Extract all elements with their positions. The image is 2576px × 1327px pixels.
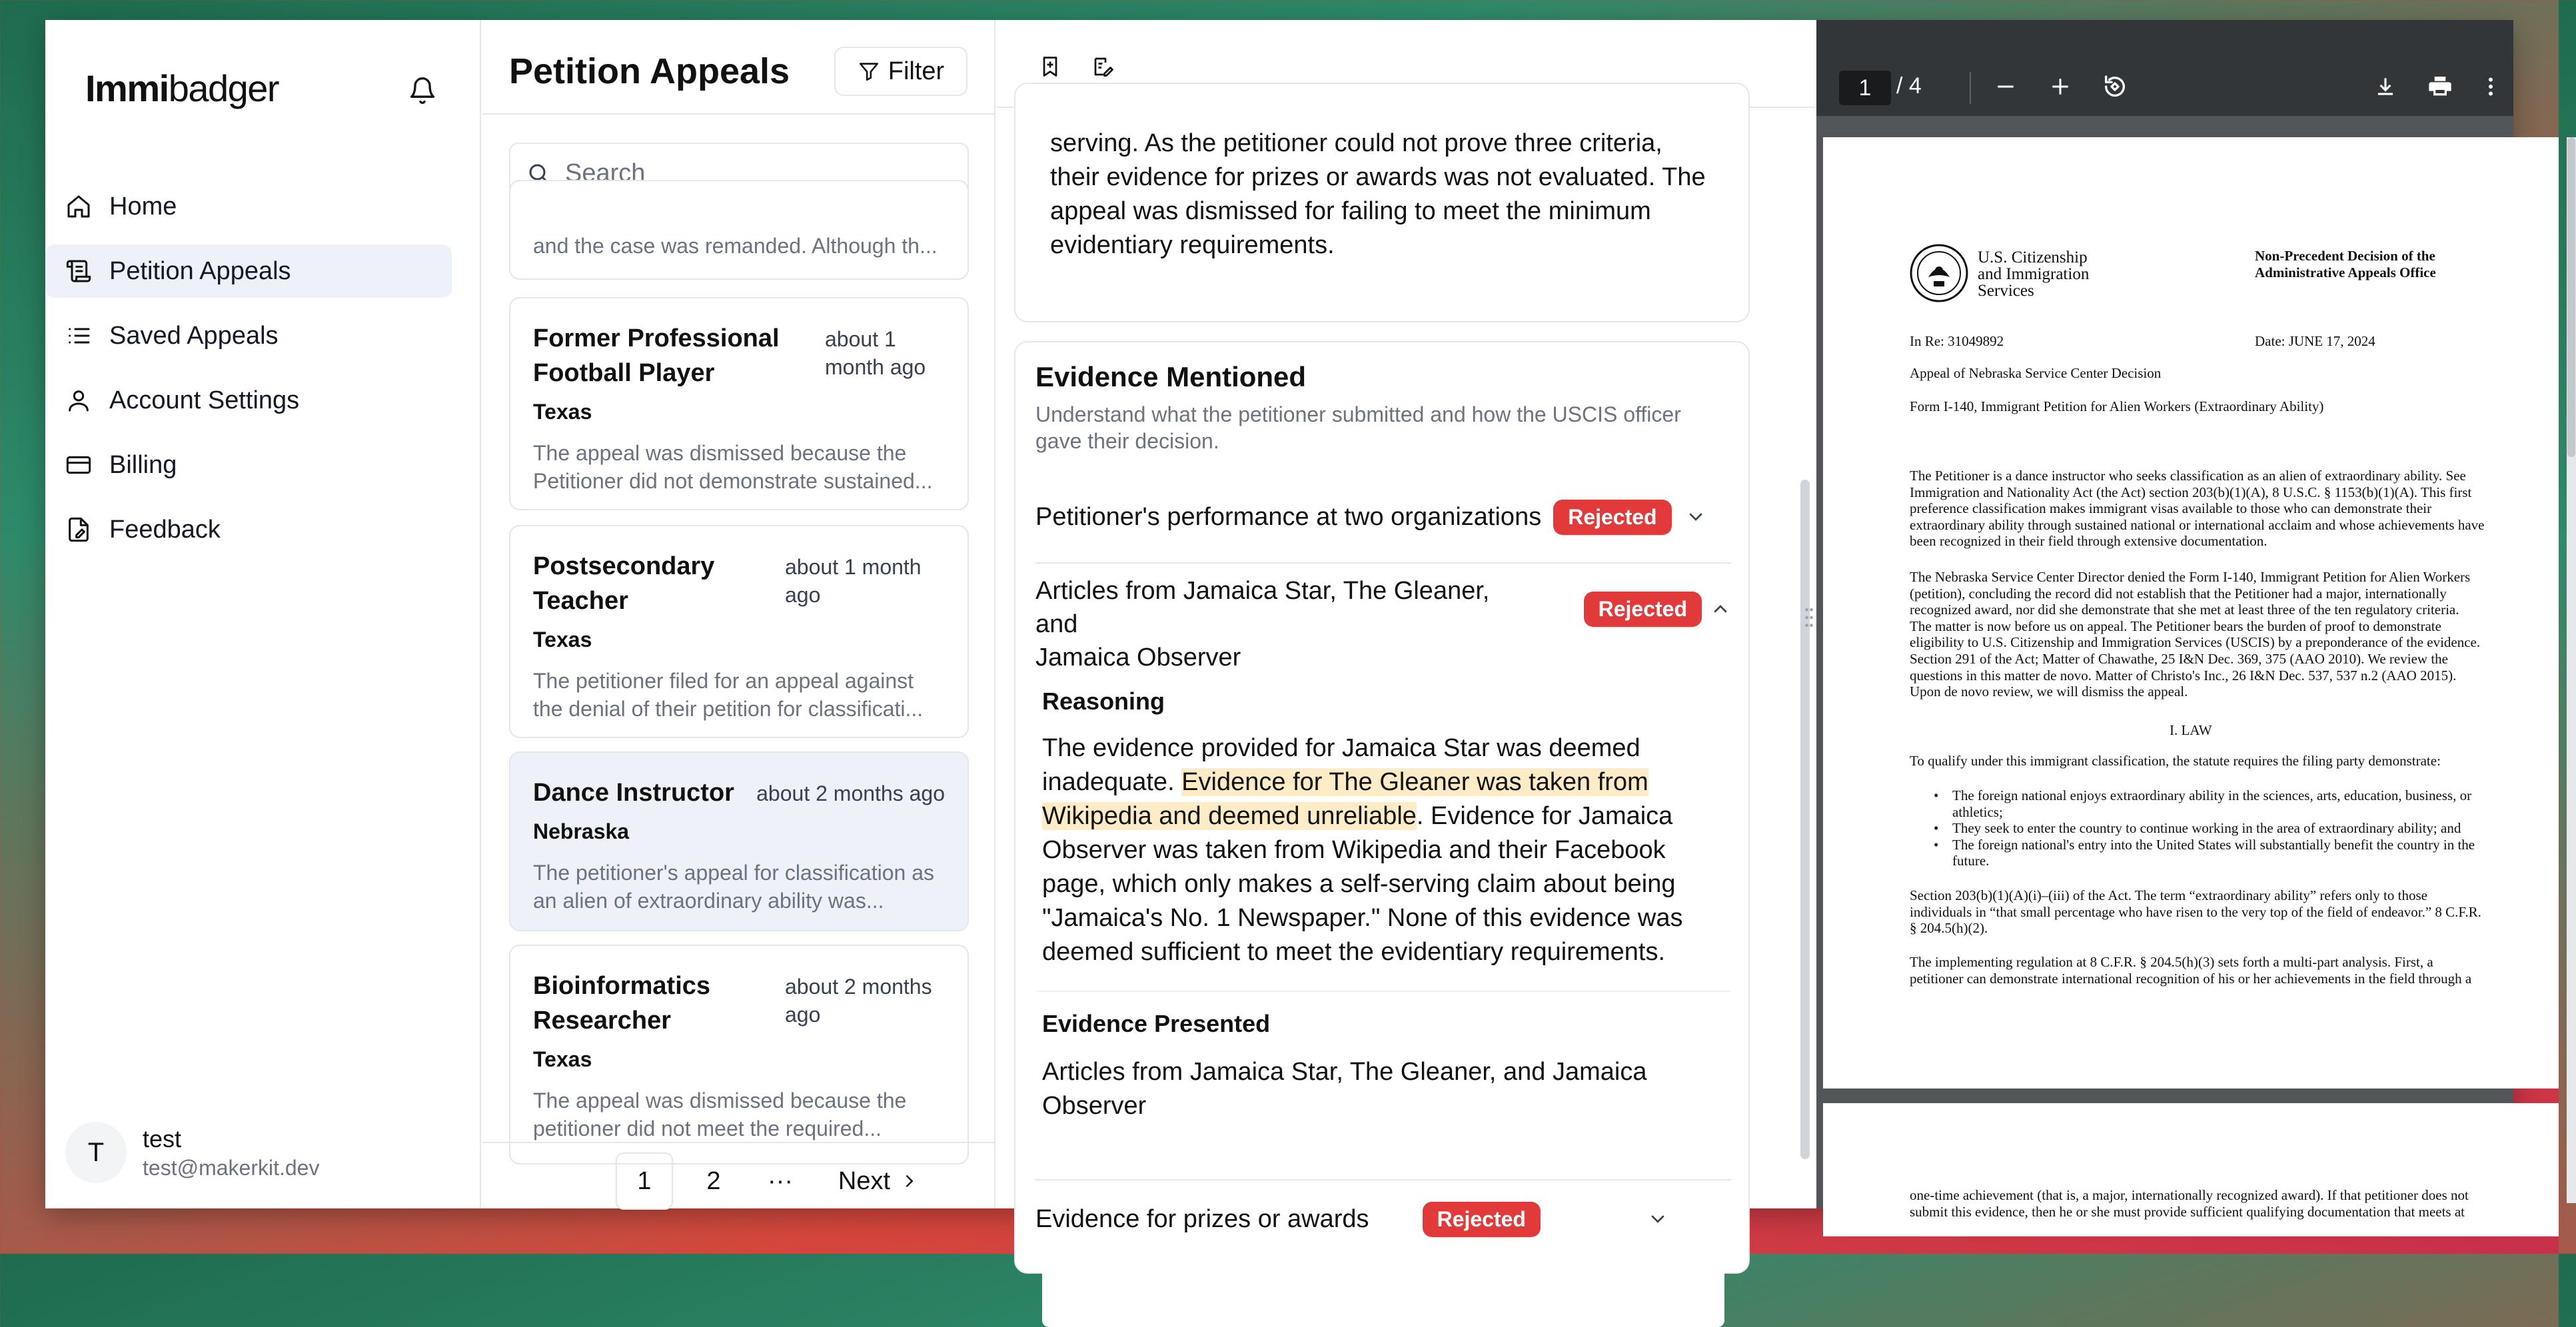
chevron-right-icon (900, 1171, 920, 1191)
more-vertical-icon[interactable] (2471, 67, 2511, 107)
notifications-bell-icon[interactable] (404, 72, 441, 109)
divider (482, 113, 995, 115)
sidebar-item-label: Petition Appeals (109, 256, 291, 285)
doc-line: extraordinary ability through sustained national or international acclaim and whose achievements have (1910, 516, 2485, 533)
doc-line: The matter is now before us on appeal. The Petitioner bears the burden of proof to demonstrate (1910, 618, 2441, 634)
pdf-viewer (1816, 20, 2513, 1220)
appeal-detail-panel (997, 20, 1815, 1233)
reasoning-line: deemed sufficient to meet the evidentiary requirements. (1042, 938, 1666, 966)
doc-line: They seek to enter the country to continue working in the area of extraordinary ability; and (1952, 820, 2461, 837)
card-title: Dance Instructor (533, 779, 734, 807)
reasoning-fragment: . Evidence for Jamaica (1416, 802, 1673, 830)
doc-line: petitioner can demonstrate international recognition of his or her achievements in the field through a (1910, 970, 2472, 987)
sidebar-item-label: Home (109, 192, 177, 221)
doc-line: eligibility to U.S. Citizenship and Immigration Services (USCIS) by a preponderance of the evidence. (1910, 634, 2481, 651)
zoom-out-icon[interactable] (1986, 67, 2026, 107)
reasoning-line: "Jamaica's No. 1 Newspaper." None of this evidence was (1042, 904, 1683, 932)
presented-line: Observer (1042, 1092, 1147, 1120)
evidence-item-label (1035, 574, 1537, 674)
paragraph-1 (1910, 468, 2496, 550)
page-2-button[interactable]: 2 (706, 1166, 721, 1195)
reasoning-line: The evidence provided for Jamaica Star was deemed (1042, 734, 1640, 762)
user-icon (65, 387, 92, 414)
evidence-item-performance[interactable] (1035, 497, 1731, 537)
list-item[interactable] (509, 945, 969, 1164)
chevron-up-icon (1710, 598, 1731, 620)
pagination-ellipsis: ··· (768, 1166, 793, 1195)
doc-line: questions in this matter de novo. Matter of Christo's Inc., 26 I&N Dec. 537, 537 n.2 (AAO 2015). (1910, 667, 2457, 683)
decision-line: Non-Precedent Decision of the (2255, 248, 2435, 264)
pdf-page-1[interactable] (1823, 137, 2559, 1089)
list-icon (65, 322, 92, 349)
paragraph-4 (1910, 954, 2496, 987)
bullet-icon: • (1934, 836, 1939, 853)
filter-button[interactable] (834, 47, 967, 96)
appeals-list-panel (482, 20, 995, 1208)
doc-line: The implementing regulation at 8 C.F.R. § 204.5(h)(3) sets forth a multi-part analysis. First, a (1910, 954, 2433, 970)
list-item[interactable] (509, 297, 969, 510)
list-item (1934, 787, 2493, 820)
zoom-in-icon[interactable] (2040, 67, 2080, 107)
summary-text (1015, 84, 1748, 262)
summary-line: their evidence for prizes or awards was not evaluated. The (1050, 163, 1706, 191)
pdf-toolbar (1816, 20, 2513, 116)
decision-line: Administrative Appeals Office (2255, 264, 2436, 280)
sidebar-item-home[interactable] (45, 180, 452, 233)
card-time: about 1 month ago (825, 327, 926, 379)
scroll-icon (65, 258, 92, 284)
brand-wordmark-text (85, 67, 279, 110)
sidebar-item-billing[interactable] (45, 438, 452, 492)
credit-card-icon (65, 452, 92, 478)
status-badge: Rejected (1553, 500, 1671, 535)
card-time: about 1 month ago (785, 555, 922, 607)
next-label: Next (838, 1166, 891, 1195)
resize-handle-icon[interactable] (1804, 606, 1814, 633)
card-description: The petitioner's appeal for classification as an alien of extraordinary ability was... (533, 861, 934, 913)
sidebar-item-saved-appeals[interactable] (45, 309, 452, 362)
decision-type (2255, 248, 2436, 281)
sidebar (45, 20, 481, 1208)
paragraph-5 (1910, 1187, 2496, 1220)
user-email: test@makerkit.dev (143, 1155, 320, 1180)
doc-line: Immigration and Nationality Act (the Act) section 203(b)(1)(A), 8 U.S.C. § 1153(b)(1)(A). This first (1910, 484, 2472, 500)
evidence-item-label-line: Articles from Jamaica Star, The Gleaner, and (1035, 577, 1490, 638)
appeal-line: Appeal of Nebraska Service Center Decision (1910, 365, 2162, 381)
user-name: test (143, 1124, 182, 1152)
list-item-selected[interactable] (509, 751, 969, 931)
card-state: Nebraska (533, 819, 630, 843)
card-state: Texas (533, 400, 592, 424)
reasoning-title: Reasoning (1042, 687, 1165, 715)
evidence-subtitle-line: gave their decision. (1035, 429, 1219, 453)
evidence-item-articles[interactable] (1035, 577, 1731, 671)
download-icon[interactable] (2365, 67, 2405, 107)
decision-date: Date: JUNE 17, 2024 (2255, 333, 2375, 349)
avatar: T (65, 1122, 127, 1183)
user-profile[interactable] (59, 1112, 458, 1192)
doc-line: one-time achievement (that is, a major, internationally recognized award). If that petitioner does not (1910, 1187, 2469, 1203)
card-state: Texas (533, 1047, 592, 1071)
file-edit-icon (65, 516, 92, 543)
app-window (45, 20, 2513, 1233)
presented-line: Articles from Jamaica Star, The Gleaner, and Jamaica (1042, 1058, 1647, 1086)
dhs-seal-icon (1910, 244, 1968, 302)
agency-line: Services (1978, 282, 2034, 300)
card-title: Former Professional Football Player (533, 324, 780, 387)
presented-text (1042, 1055, 1708, 1123)
law-intro: To qualify under this immigrant classification, the statute requires the filing party demonstrate: (1910, 753, 2441, 769)
next-page-button[interactable] (829, 1152, 929, 1210)
summary-card (1014, 83, 1750, 322)
card-title: Bioinformatics Researcher (533, 972, 711, 1035)
bullet-icon: • (1934, 787, 1939, 803)
card-description: The appeal was dismissed because the petitioner did not meet the required... (533, 1089, 907, 1140)
paragraph-3 (1910, 887, 2496, 937)
highlighted-text: Evidence for The Gleaner was taken from (1181, 768, 1648, 796)
card-description: The appeal was dismissed because the Petitioner did not demonstrate sustained... (533, 441, 933, 493)
brand-part-immi: Immi (85, 67, 169, 109)
card-description: and the case was remanded. Although th... (533, 234, 938, 258)
sidebar-item-account-settings[interactable] (45, 374, 452, 427)
card-state: Texas (533, 628, 592, 652)
doc-line: The Petitioner is a dance instructor who seeks classification as an alien of extraordinary ability. See (1910, 468, 2466, 484)
doc-line: Upon de novo review, we will dismiss the appeal. (1910, 683, 2188, 700)
reasoning-line: Observer was taken from Wikipedia and their Facebook (1042, 836, 1666, 864)
paragraph-2 (1910, 569, 2496, 700)
divider (1035, 1179, 1731, 1180)
doc-line: The foreign national's entry into the United States will substantially benefit the country in the (1952, 836, 2475, 853)
sidebar-item-label: Billing (109, 450, 177, 479)
page-number-input[interactable]: 1 (1839, 71, 1891, 105)
doc-line: (petition), concluding the record did not establish that the Petitioner had a major, internationally (1910, 585, 2447, 602)
status-badge: Rejected (1423, 1202, 1541, 1237)
appeals-list[interactable] (482, 220, 995, 1142)
card-title: Postsecondary Teacher (533, 552, 715, 615)
case-number: In Re: 31049892 (1910, 333, 2004, 349)
divider (1035, 991, 1731, 992)
list-item (1934, 837, 2493, 869)
presented-title: Evidence Presented (1042, 1010, 1271, 1037)
chevron-down-icon (1685, 506, 1706, 528)
agency-line: U.S. Citizenship (1978, 248, 2088, 266)
sidebar-item-feedback[interactable] (45, 503, 452, 556)
doc-line: individuals in “that small percentage who have risen to the very top of the field of endeavor.” 8 C.F.R. (1910, 903, 2481, 920)
card-time: about 2 months ago (756, 781, 945, 805)
doc-line: The foreign national enjoys extraordinary ability in the sciences, arts, education, business, or (1952, 787, 2472, 803)
doc-line: recognized award, nor did she demonstrate that she met at least three of the ten regulatory criteria. (1910, 602, 2459, 618)
filter-icon (858, 60, 880, 83)
immibadger-brand[interactable] (85, 67, 392, 120)
list-item[interactable] (509, 525, 969, 738)
divider (1970, 72, 1971, 104)
doc-line: § 204.5(h)(2). (1910, 920, 1988, 937)
card-description: The petitioner filed for an appeal against the denial of their petition for classificati... (533, 669, 924, 721)
reasoning-line: page, which only makes a self-serving claim about being (1042, 870, 1676, 898)
list-item[interactable] (509, 180, 969, 280)
reasoning-line (1042, 799, 1708, 833)
doc-line: athletics; (1952, 803, 2003, 820)
pdf-page-2[interactable] (1823, 1103, 2559, 1236)
sidebar-item-label: Saved Appeals (109, 321, 279, 350)
pdf-scrollbar-thumb[interactable] (2567, 137, 2575, 457)
evidence-subtitle-line: Understand what the petitioner submitted and how the USCIS officer (1035, 402, 1681, 426)
doc-line: Section 291 of the Act; Matter of Chawathe, 25 I&N Dec. 369, 375 (AAO 2010). We review the (1910, 650, 2448, 667)
evidence-subtitle (1035, 401, 1681, 454)
edit-note-icon[interactable] (1083, 47, 1123, 87)
evidence-item-label: Petitioner's performance at two organizations (1035, 503, 1542, 531)
status-badge: Rejected (1584, 592, 1702, 627)
form-line: Form I-140, Immigrant Petition for Alien Workers (Extraordinary Ability) (1910, 398, 2324, 414)
reasoning-line (1042, 765, 1708, 799)
sidebar-item-label: Feedback (109, 515, 221, 544)
evidence-item-prizes[interactable] (1035, 1199, 1731, 1239)
detail-content[interactable] (997, 109, 1815, 1233)
summary-line: appeal was dismissed for failing to meet the minimum (1050, 197, 1651, 225)
summary-line: serving. As the petitioner could not prove three criteria, (1050, 129, 1662, 157)
page-1-button[interactable]: 1 (616, 1152, 673, 1210)
pdf-scrollbar-track[interactable] (2567, 137, 2576, 1203)
page-title: Petition Appeals (509, 51, 790, 91)
doc-line: preference classification makes immigrant visas available to those who can demonstrate their (1910, 500, 2432, 517)
print-icon[interactable] (2420, 67, 2460, 107)
requirements-list (1934, 787, 2493, 869)
evidence-item-label-line: Jamaica Observer (1035, 644, 1241, 671)
scrollbar[interactable] (1800, 480, 1810, 1159)
doc-line: been recognized in their field through extensive documentation. (1910, 533, 2267, 550)
filter-label: Filter (888, 57, 945, 85)
doc-line: The Nebraska Service Center Director denied the Form I-140, Immigrant Petition for Alien Workers (1910, 569, 2471, 585)
rotate-icon[interactable] (2095, 67, 2135, 107)
summary-line: evidentiary requirements. (1050, 231, 1335, 259)
divider (1035, 562, 1731, 564)
evidence-title: Evidence Mentioned (1035, 361, 1307, 392)
sidebar-item-petition-appeals[interactable] (45, 244, 452, 298)
card-time: about 2 months ago (785, 975, 932, 1027)
agency-line: and Immigration (1978, 265, 2090, 283)
evidence-item-label: Evidence for prizes or awards (1035, 1205, 1369, 1233)
brand-part-badger: badger (168, 67, 279, 109)
list-item (1934, 820, 2493, 837)
page-total: / 4 (1896, 73, 1922, 99)
reasoning-text (1042, 731, 1708, 969)
bullet-icon: • (1934, 820, 1939, 837)
chevron-down-icon (1647, 1208, 1668, 1230)
doc-line: future. (1952, 853, 1990, 869)
pagination (482, 1142, 995, 1208)
law-heading: I. LAW (2170, 722, 2212, 738)
home-icon (65, 193, 92, 220)
reasoning-fragment: inadequate. (1042, 768, 1182, 796)
sidebar-item-label: Account Settings (109, 386, 300, 414)
doc-line: submit this evidence, then he or she must provide sufficient qualifying documentation that meets at (1910, 1203, 2465, 1220)
doc-line: Section 203(b)(1)(A)(i)–(iii) of the Act. The term “extraordinary ability” refers only to those (1910, 887, 2427, 903)
evidence-card (1014, 341, 1750, 1274)
agency-name (1978, 249, 2089, 299)
highlighted-text: Wikipedia and deemed unreliable (1042, 802, 1417, 830)
bookmark-icon[interactable] (1030, 47, 1070, 87)
